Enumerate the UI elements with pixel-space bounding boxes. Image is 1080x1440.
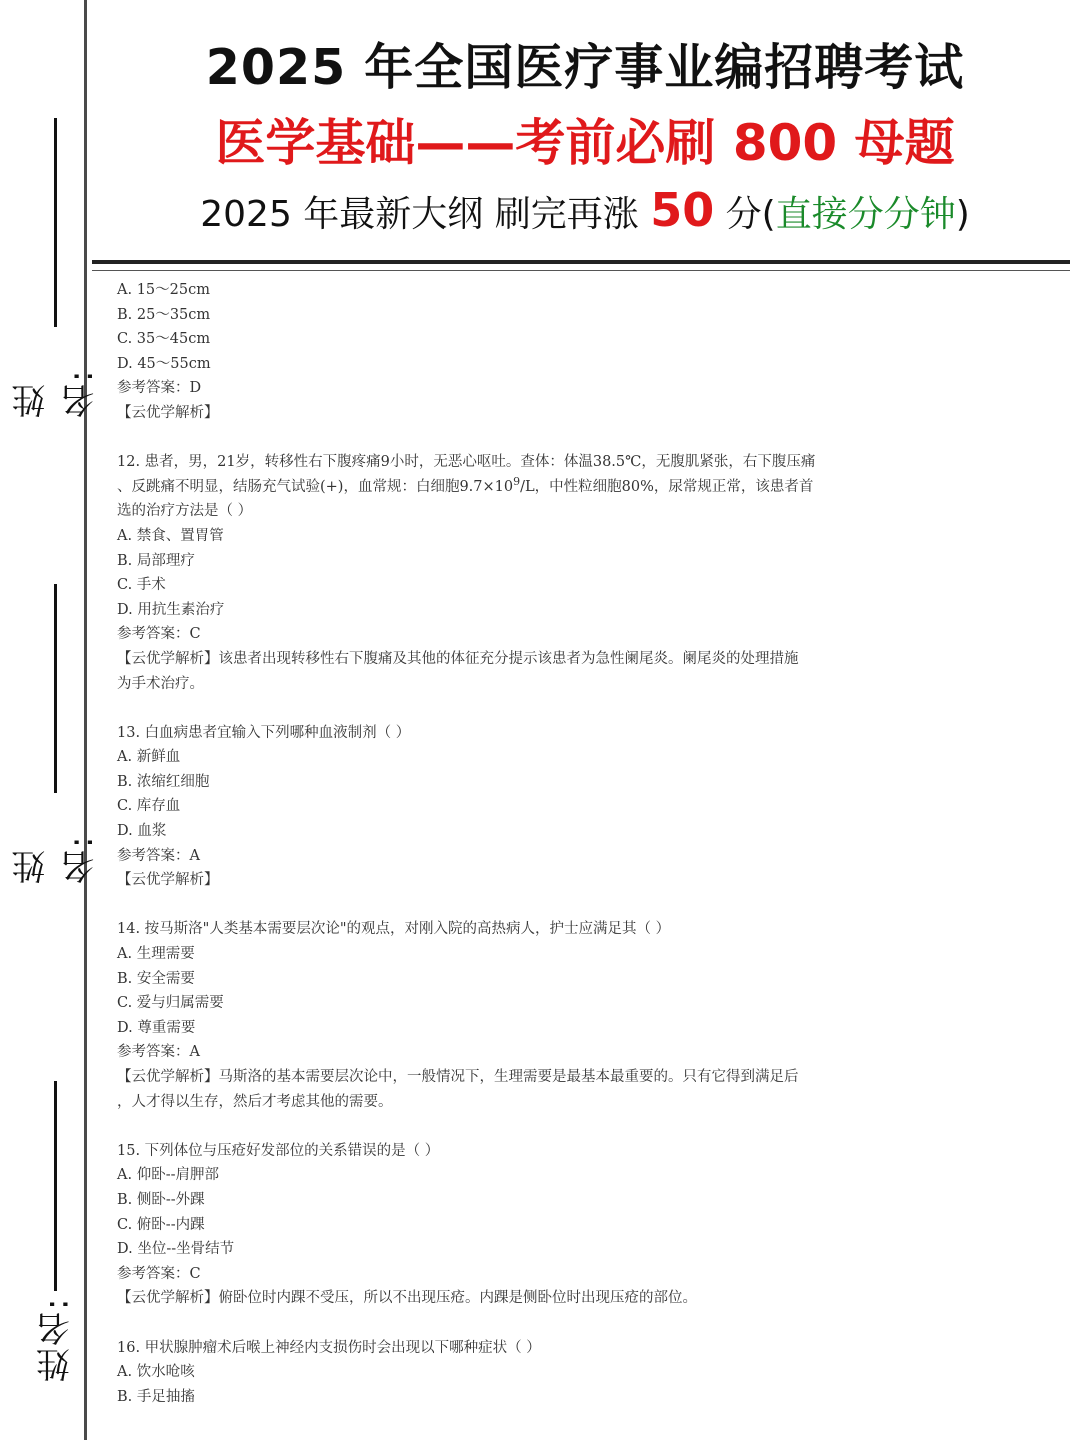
option: B. 25～35cm: [117, 306, 211, 323]
option: A. 仰卧--肩胛部: [117, 1167, 219, 1184]
stem-text: /L，中性粒细胞80%，尿常规正常，该患者首: [520, 478, 814, 495]
name-blank-line: [55, 584, 58, 793]
answer: 参考答案：D: [117, 380, 202, 397]
name-label: 姓名:: [36, 1296, 77, 1382]
analysis: 【云优学解析】: [117, 872, 219, 889]
stem-text: 、反跳痛不明显，结肠充气试验(+)，血常规：白细胞9.7×10: [117, 478, 514, 495]
option: C. 爱与归属需要: [117, 995, 224, 1012]
question-stem: [117, 475, 897, 500]
option: A. 新鲜血: [117, 749, 181, 766]
name-field: [36, 1072, 76, 1382]
question-stem: 12. 患者，男，21岁，转移性右下腹疼痛9小时，无恶心呕吐。查体：体温38.5℃，无腹肌紧张，右下腹压痛: [117, 454, 816, 471]
page-subtitle: 医学基础——考前必刷 800 母题: [215, 114, 955, 172]
option: B. 侧卧--外踝: [117, 1191, 205, 1208]
option: C. 库存血: [117, 798, 181, 815]
name-field: [12, 584, 101, 884]
option: D. 45～55cm: [117, 355, 211, 372]
option: D. 尊重需要: [117, 1019, 196, 1036]
analysis: 【云优学解析】马斯洛的基本需要层次论中，一般情况下，生理需要是最基本最重要的。只有它得到满足后: [117, 1069, 799, 1085]
page-tagline: [90, 180, 1080, 245]
analysis: 【云优学解析】俯卧位时内踝不受压，所以不出现压疮。内踝是侧卧位时出现压疮的部位。: [117, 1290, 697, 1307]
option: D. 坐位--坐骨结节: [117, 1241, 235, 1258]
option: B. 手足抽搐: [117, 1388, 195, 1405]
answer: 参考答案：A: [117, 1044, 200, 1061]
tagline-prefix: 2025 年最新大纲 刷完再涨: [200, 194, 651, 235]
option: B. 安全需要: [117, 970, 195, 987]
option: B. 浓缩红细胞: [117, 773, 210, 790]
option: A. 禁食、置胃管: [117, 527, 224, 544]
question-stem: 13. 白血病患者宜输入下列哪种血液制剂（ ）: [117, 724, 411, 741]
exponent: 9: [513, 474, 521, 488]
name-label: 姓名:: [12, 368, 101, 418]
tagline-end: ): [955, 194, 970, 235]
option: C. 35～45cm: [117, 331, 211, 348]
option: C. 俯卧--内踝: [117, 1216, 205, 1233]
option: B. 局部理疗: [117, 552, 195, 569]
header-divider-thin: [92, 270, 1070, 271]
name-label: 姓名:: [12, 834, 101, 884]
tagline-mid: 分(: [714, 194, 776, 235]
header-divider-thick: [92, 260, 1070, 264]
question-stem: 15. 下列体位与压疮好发部位的关系错误的是（ ）: [117, 1142, 440, 1159]
analysis: 【云优学解析】: [117, 404, 219, 421]
question-stem: 选的治疗方法是（ ）: [117, 503, 253, 520]
question-stem: 14. 按马斯洛"人类基本需要层次论"的观点，对刚入院的高热病人，护士应满足其（ ）: [117, 921, 671, 938]
tagline-green: 直接分分钟: [775, 194, 956, 235]
margin-rule: [84, 0, 87, 1440]
name-blank-line: [55, 118, 58, 327]
analysis: ，人才得以生存，然后才考虑其他的需要。: [117, 1093, 393, 1110]
answer: 参考答案：A: [117, 847, 200, 864]
question-list: [117, 278, 897, 1409]
option: A. 15～25cm: [117, 282, 210, 298]
option: A. 生理需要: [117, 946, 195, 963]
option: D. 血浆: [117, 823, 167, 840]
option: D. 用抗生素治疗: [117, 601, 225, 618]
name-blank-line: [55, 1081, 58, 1291]
question-stem: 16. 甲状腺肿瘤术后喉上神经内支损伤时会出现以下哪种症状（ ）: [117, 1339, 541, 1356]
analysis: 为手术治疗。: [117, 675, 204, 692]
answer: 参考答案：C: [117, 1265, 201, 1282]
page-title: 2025 年全国医疗事业编招聘考试: [205, 39, 965, 96]
option: C. 手术: [117, 577, 166, 594]
tagline-score: 50: [650, 183, 715, 237]
answer: 参考答案：C: [117, 626, 201, 643]
name-field: [12, 118, 101, 418]
page-header: [90, 36, 1080, 245]
option: A. 饮水呛咳: [117, 1364, 195, 1381]
analysis: 【云优学解析】该患者出现转移性右下腹痛及其他的体征充分提示该患者为急性阑尾炎。阑尾炎的处理措施: [117, 650, 799, 667]
